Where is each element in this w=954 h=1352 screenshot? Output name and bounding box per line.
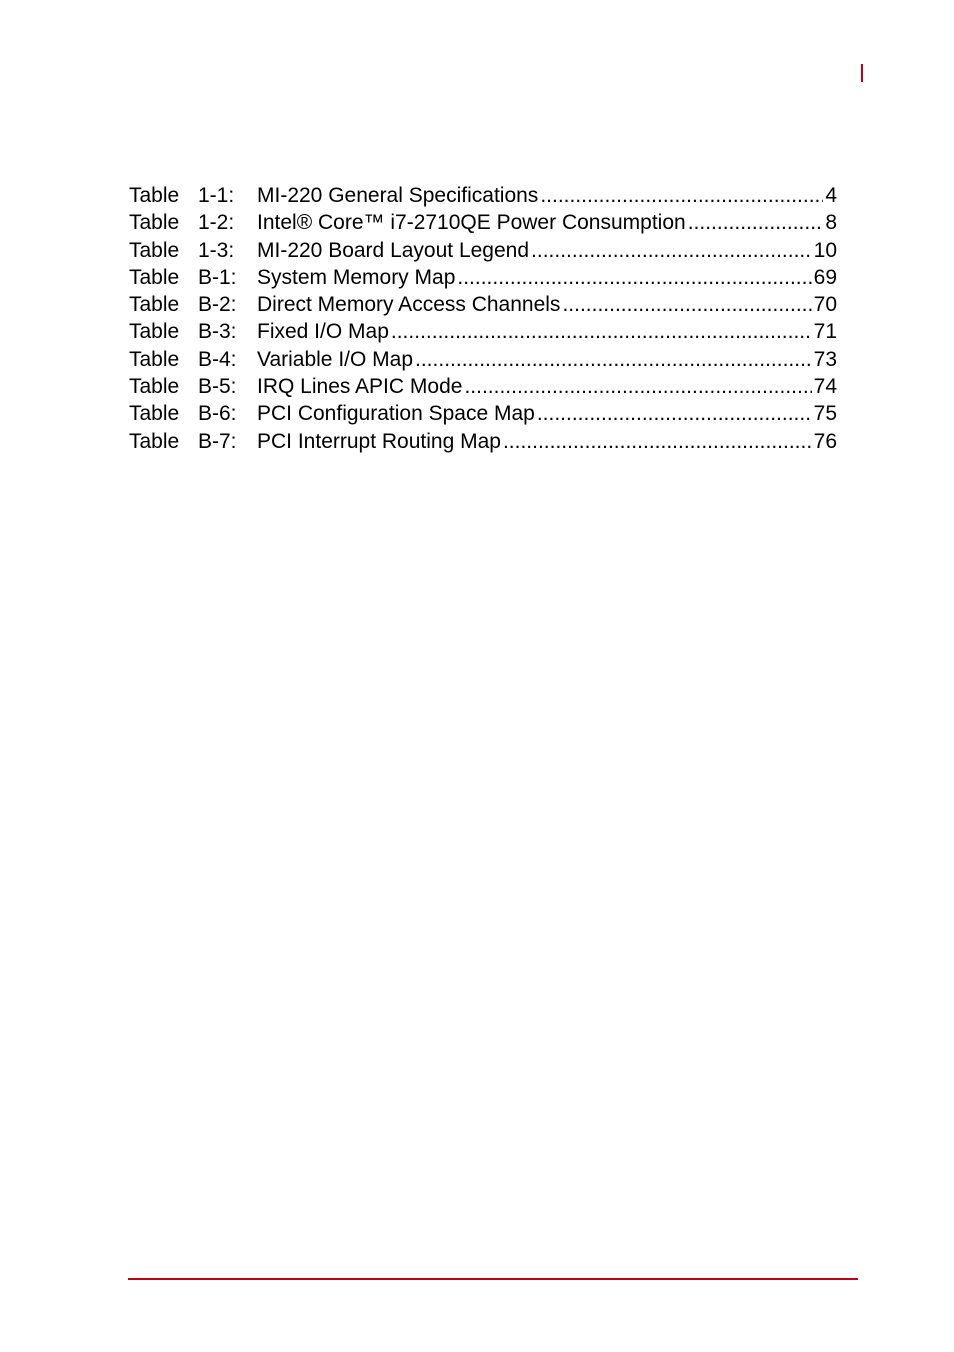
toc-entry-number: B-1: <box>198 265 237 289</box>
toc-entry-page: 4 <box>825 184 837 207</box>
toc-entry[interactable] <box>129 373 837 400</box>
toc-entry-label <box>129 373 257 400</box>
toc-entry-leader <box>540 182 823 209</box>
toc-entry-title: PCI Configuration Space Map <box>257 402 535 426</box>
toc-entry-title: Intel® Core™ i7-2710QE Power Consumption <box>257 211 686 235</box>
toc-entry-word: Table <box>129 402 180 426</box>
toc-entry-word: Table <box>129 293 180 317</box>
toc-entry-page: 71 <box>813 320 837 344</box>
toc-entry-leader <box>457 264 811 291</box>
toc-entry-title: Variable I/O Map <box>257 347 414 371</box>
toc-entry-leader <box>503 428 812 455</box>
toc-entry-page: 69 <box>813 265 837 289</box>
toc-entry-label <box>129 264 257 291</box>
toc-entry[interactable] <box>129 182 837 209</box>
toc-entry-leader <box>562 291 811 318</box>
toc-entry-label <box>129 428 257 455</box>
toc-entry-page: 76 <box>813 429 837 453</box>
toc-entry-word: Table <box>129 184 180 207</box>
toc-entry-title: MI-220 Board Layout Legend <box>257 238 530 262</box>
toc-entry-title: System Memory Map <box>257 265 456 289</box>
toc-entry-number: B-5: <box>198 375 237 399</box>
toc-entry-leader <box>464 373 811 400</box>
toc-entry-title: MI-220 General Specifications <box>257 184 539 207</box>
toc-entry[interactable] <box>129 291 837 318</box>
toc-entry-page: 73 <box>813 347 837 371</box>
toc-entry-page: 74 <box>813 375 837 399</box>
toc-entry[interactable] <box>129 318 837 345</box>
toc-entry[interactable] <box>129 400 837 427</box>
toc-entry-label <box>129 318 257 345</box>
toc-entry-number: B-2: <box>198 293 237 317</box>
footer-rule <box>128 1278 858 1280</box>
toc-entry-label <box>129 237 257 264</box>
toc-entry-number: B-7: <box>198 429 237 453</box>
toc-entry-word: Table <box>129 375 180 399</box>
toc-entry-number: B-6: <box>198 402 237 426</box>
toc-entry-page: 70 <box>813 293 837 317</box>
toc-entry-word: Table <box>129 211 180 235</box>
toc-entry-title: Direct Memory Access Channels <box>257 293 561 317</box>
toc-entry-leader <box>537 400 812 427</box>
toc-entry[interactable] <box>129 237 837 264</box>
toc-entry-page: 10 <box>813 238 837 262</box>
toc-entry-title: Fixed I/O Map <box>257 320 389 344</box>
toc-entry-page: 75 <box>813 402 837 426</box>
toc-entry-number: 1-3: <box>198 238 235 262</box>
toc-entry-page: 8 <box>825 211 837 235</box>
toc-entry-number: B-4: <box>198 347 237 371</box>
toc-entry-leader <box>531 237 812 264</box>
header-marker <box>861 64 863 82</box>
toc-entry[interactable] <box>129 209 837 236</box>
toc-entry-title: PCI Interrupt Routing Map <box>257 429 501 453</box>
toc-entry-word: Table <box>129 429 180 453</box>
toc-entry-word: Table <box>129 238 180 262</box>
toc-entry-label <box>129 209 257 236</box>
toc-entry-label <box>129 346 257 373</box>
toc-entry-leader <box>688 209 824 236</box>
toc-entry[interactable] <box>129 264 837 291</box>
list-of-tables <box>129 182 837 455</box>
toc-entry[interactable] <box>129 428 837 455</box>
toc-entry-word: Table <box>129 320 180 344</box>
toc-entry-number: B-3: <box>198 320 237 344</box>
toc-entry-number: 1-1: <box>198 184 235 207</box>
toc-entry-word: Table <box>129 265 180 289</box>
toc-entry-title: IRQ Lines APIC Mode <box>257 375 463 399</box>
toc-entry-word: Table <box>129 347 180 371</box>
toc-entry-label <box>129 400 257 427</box>
toc-entry-leader <box>391 318 812 345</box>
toc-entry-label <box>129 291 257 318</box>
toc-entry-label <box>129 182 257 209</box>
toc-entry-leader <box>415 346 812 373</box>
toc-entry[interactable] <box>129 346 837 373</box>
toc-entry-number: 1-2: <box>198 211 235 235</box>
